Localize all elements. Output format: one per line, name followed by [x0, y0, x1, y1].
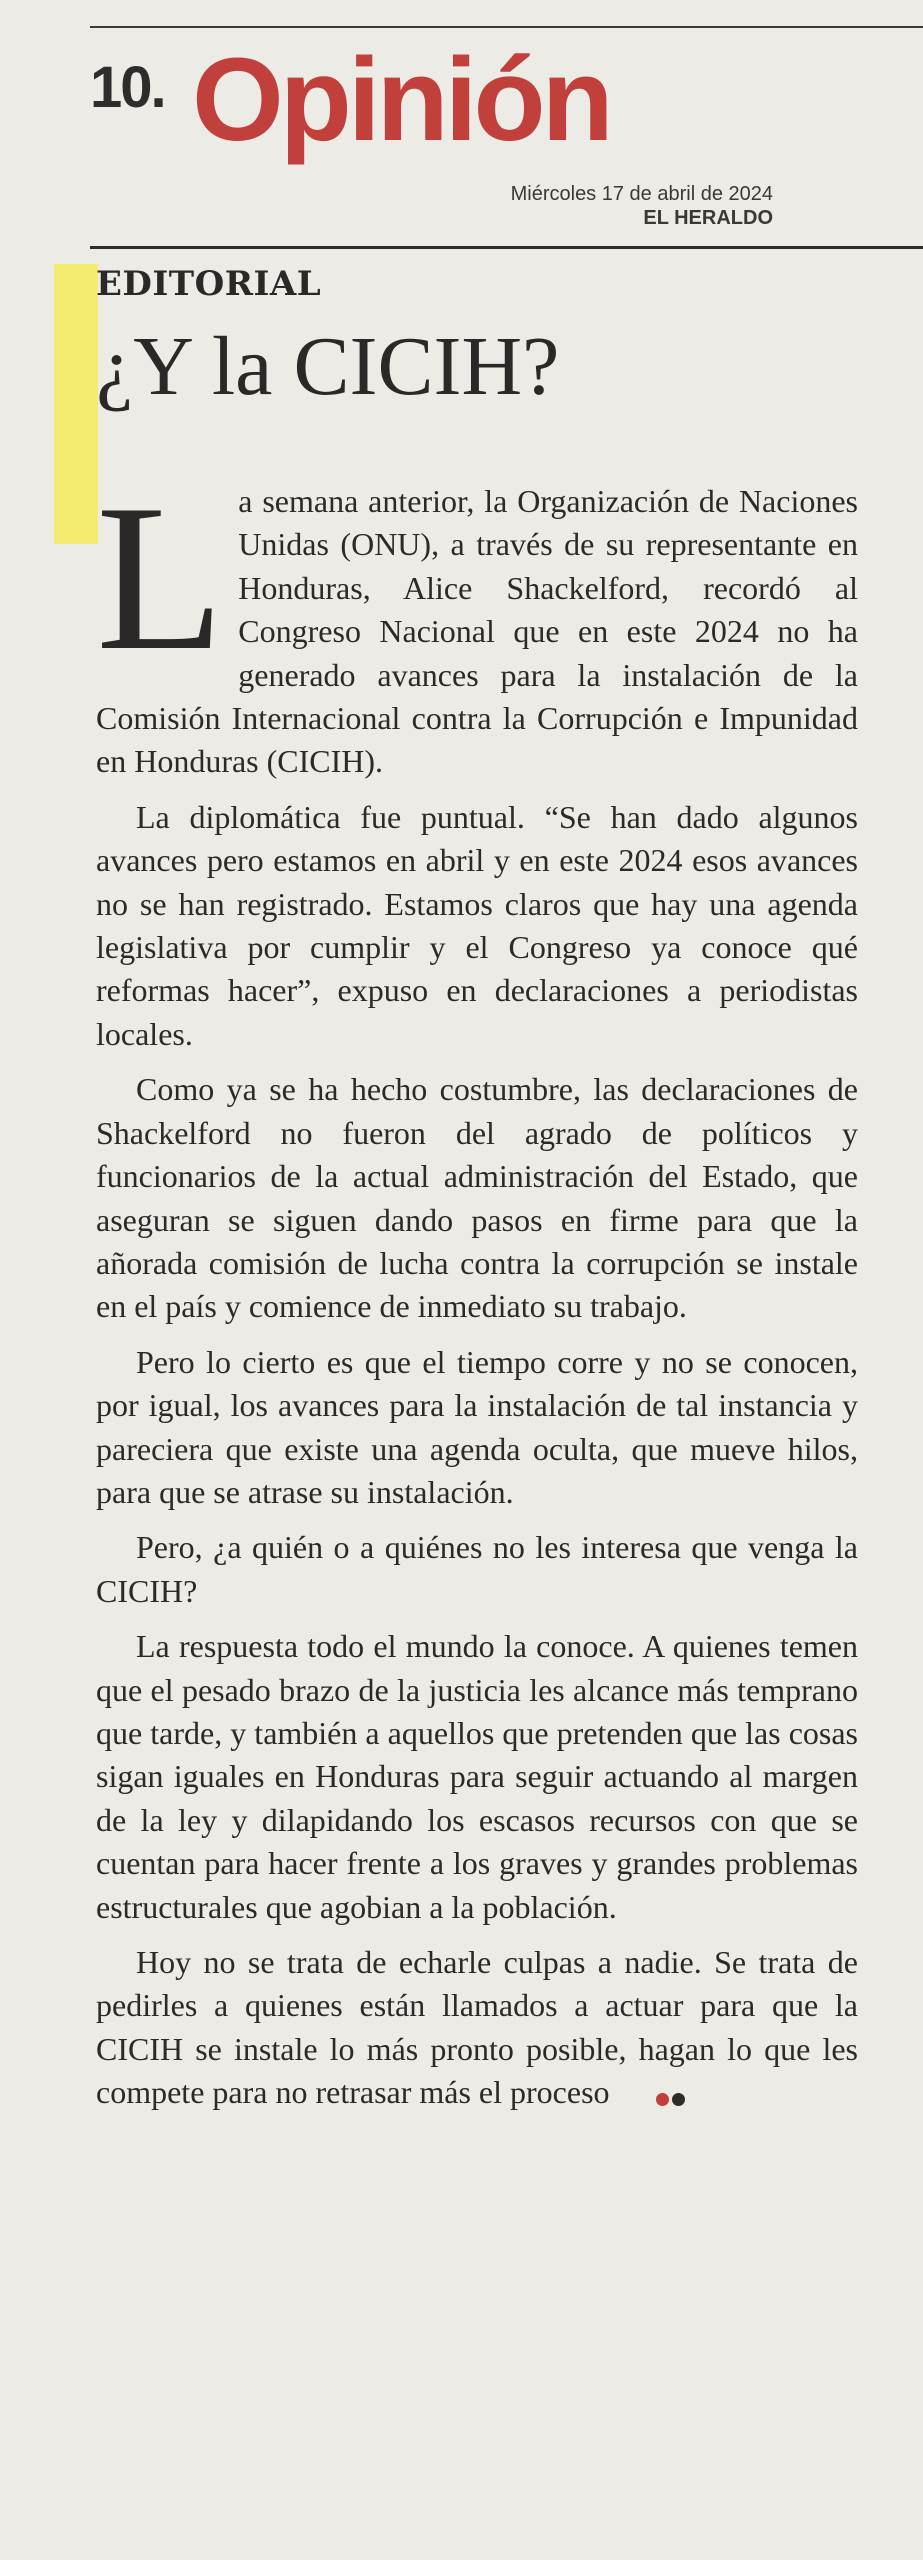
page-header [90, 34, 923, 229]
publication-date: Miércoles 17 de abril de 2024 [510, 183, 773, 205]
paragraph-3: Como ya se ha hecho costumbre, las declaraciones de Shackelford no fueron del agrado de políticos y funcionarios de la actual administración del Estado, que aseguran se siguen dando pasos en firme para que la añorada comisión de lucha contra la corrupción se instale en el país y comience de inmediato su trabajo. [96, 1071, 858, 1325]
top-rule [90, 26, 923, 28]
paragraph-text: a semana anterior, la Organización de Naciones Unidas (ONU), a través de su representante en Honduras, Alice Shackelford, recordó al Congreso Nacional que en este 2024 no ha generado avances para la instalación de la Comisión Internacional contra la Corrupción e Impunidad en Honduras (CICIH). [96, 483, 858, 780]
paragraph-6: La respuesta todo el mundo la conoce. A quienes temen que el pesado brazo de la justicia les alcance más temprano que tarde, y también a aquellos que pretenden que las cosas sigan iguales en Honduras para seguir actuando al margen de la ley y dilapidando los escasos recursos con que se cuentan para hacer frente a los graves y grandes problemas estructurales que agobian a la población. [96, 1628, 858, 1925]
article-headline: ¿Y la CICIH? [96, 320, 560, 413]
paragraph-5: Pero, ¿a quién o a quiénes no les interesa que venga la CICIH? [96, 1529, 858, 1609]
page-number: 10. [90, 55, 165, 120]
paragraph-7 [96, 1941, 858, 2118]
editorial-kicker: EDITORIAL [96, 264, 322, 304]
paragraph-1 [96, 462, 858, 784]
article-body [96, 462, 858, 2130]
paragraph-text: Hoy no se trata de echarle culpas a nadie. Se trata de pedirles a quienes están llamados a actuar para que la CICIH se instale lo más pronto posible, hagan lo que les compete para no retrasar más el proceso [96, 1944, 858, 2111]
drop-cap: L [96, 462, 225, 694]
dateline [511, 182, 773, 230]
header-rule [90, 246, 923, 249]
paragraph-4: Pero lo cierto es que el tiempo corre y no se conocen, por igual, los avances para la instalación de tal instancia y pareciera que existe una agenda oculta, que mueve hilos, para que se atrase su instalación. [96, 1343, 858, 1510]
end-mark-icon [616, 2074, 688, 2117]
newspaper-name: EL HERALDO [643, 207, 773, 229]
highlighter-mark [54, 264, 98, 544]
paragraph-2: La diplomática fue puntual. “Se han dado algunos avances pero estamos en abril y en este 2024 esos avances no se han registrado. Estamos claros que hay una agenda legislativa por cumplir y el Congreso ya conoce qué reformas hacer”, expuso en declaraciones a periodistas locales. [96, 798, 858, 1052]
section-title: Opinión [192, 34, 610, 166]
